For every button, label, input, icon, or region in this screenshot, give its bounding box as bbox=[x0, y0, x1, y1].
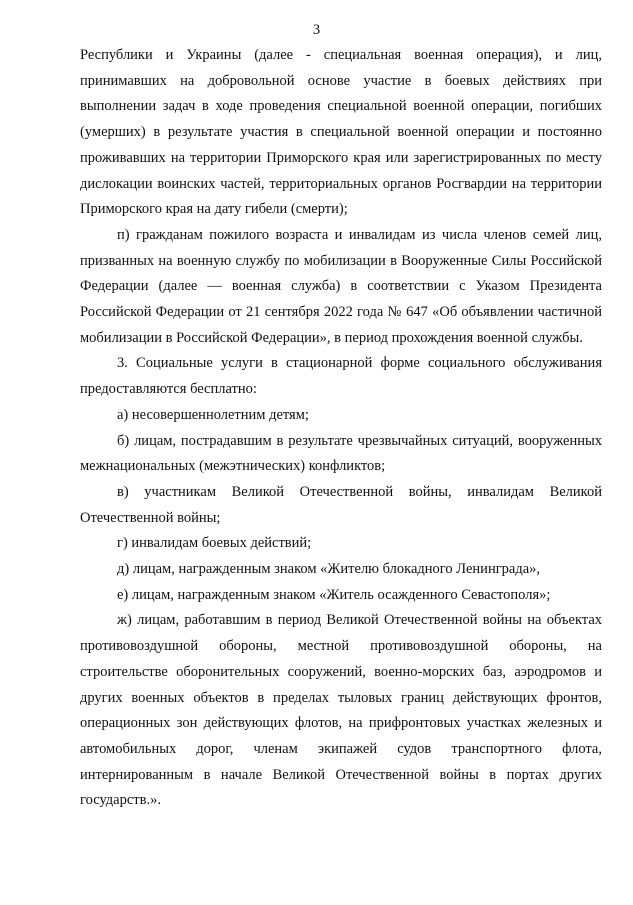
paragraph-item-b: б) лицам, пострадавшим в результате чрезвычайных ситуаций, вооруженных межнациональных (межэтнических) конфликтов; bbox=[80, 432, 602, 475]
paragraph-item-g: г) инвалидам боевых действий; bbox=[117, 535, 312, 552]
paragraph-continuation: Республики и Украины (далее - специальная военная операция), и лиц, принимавших на добровольной основе участие в боевых действиях при выполнении задач в ходе проведения специальной военной операции, погибших (умерших) в результате участия в специальной военной операции и постоянно проживавших на территории Приморского края или зарегистрированных по месту дислокации воинских частей, территориальных органов Росгвардии на территории Приморского края на дату гибели (смерти); bbox=[80, 47, 602, 218]
paragraph-section-3: 3. Социальные услуги в стационарной форме социального обслуживания предоставляются бесплатно: bbox=[80, 355, 602, 398]
document-body bbox=[80, 43, 602, 814]
paragraph-item-p: п) гражданам пожилого возраста и инвалидам из числа членов семей лиц, призванных на военную службу по мобилизации в Вооруженные Силы Российской Федерации (далее — военная служба) в соответствии с Указом Президента Российской Федерации от 21 сентября 2022 года № 647 «Об объявлении частичной мобилизации в Российской Федерации», в период прохождения военной службы. bbox=[80, 226, 602, 346]
paragraph-item-a: а) несовершеннолетним детям; bbox=[117, 406, 309, 423]
paragraph-item-e: е) лицам, награжденным знаком «Житель осажденного Севастополя»; bbox=[117, 586, 551, 603]
page-number: 3 bbox=[312, 22, 321, 38]
paragraph-item-d: д) лицам, награжденным знаком «Жителю блокадного Ленинграда», bbox=[117, 561, 541, 578]
paragraph-item-v: в) участникам Великой Отечественной войны, инвалидам Великой Отечественной войны; bbox=[80, 483, 602, 526]
paragraph-item-zh: ж) лицам, работавшим в период Великой Отечественной войны на объектах противовоздушной обороны, местной противовоздушной обороны, на строительстве оборонительных сооружений, военно-морских баз, аэродромов и других военных объектов в пределах тыловых границ действующих фронтов, операционных зон действующих флотов, на прифронтовых участках железных и автомобильных дорог, членам экипажей судов транспортного флота, интернированным в начале Великой Отечественной войны в портах других государств.». bbox=[80, 612, 602, 809]
